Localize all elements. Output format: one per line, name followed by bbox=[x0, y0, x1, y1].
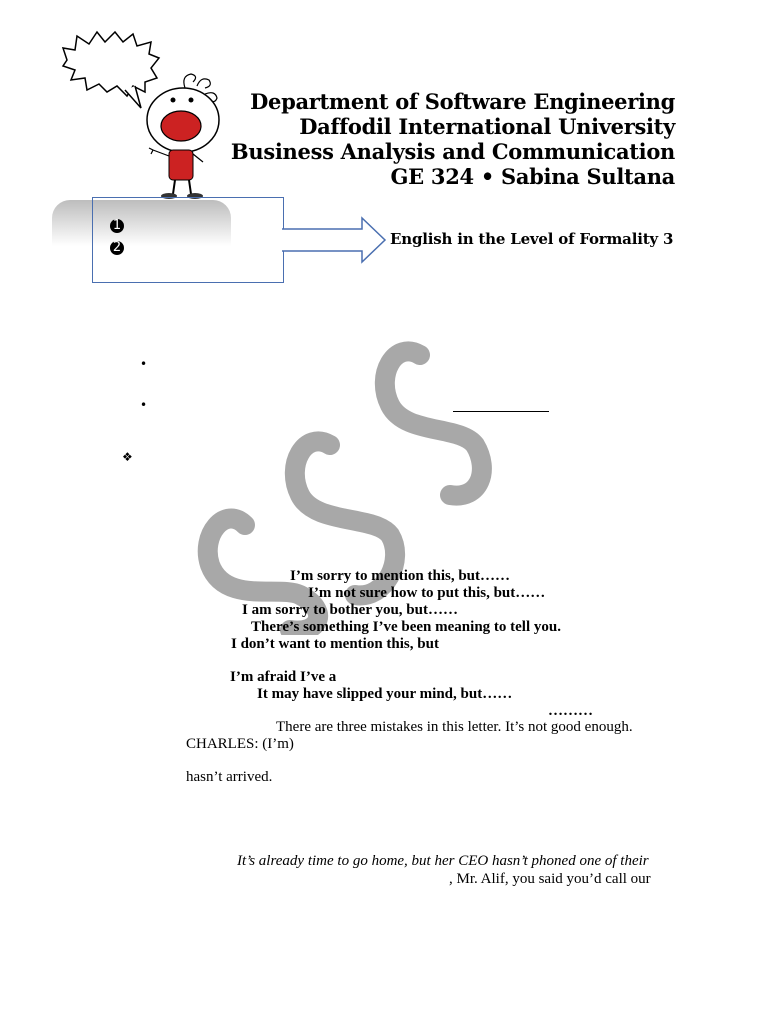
speech-bubble-icon bbox=[63, 32, 159, 108]
mistakes-sentence: There are three mistakes in this letter. It’s not good enough. bbox=[276, 719, 633, 735]
diamond-bullet: ❖ bbox=[122, 450, 133, 464]
phrase-line: I am sorry to bother you, but…… bbox=[242, 602, 458, 618]
phrase-line: I’m afraid I’ve a bbox=[230, 669, 337, 685]
mascot-illustration bbox=[55, 28, 235, 203]
course-code-instructor: GE 324 • Sabina Sultana bbox=[390, 164, 675, 189]
phrase-line: I’m not sure how to put this, but…… bbox=[308, 585, 546, 601]
course-title: Business Analysis and Communication bbox=[230, 139, 675, 164]
department-title: Department of Software Engineering bbox=[250, 89, 675, 114]
mascot-icon bbox=[147, 74, 219, 199]
phrase-line: There’s something I’ve been meaning to tell you. bbox=[251, 619, 561, 635]
closing-sentence: , Mr. Alif, you said you’d call our bbox=[449, 871, 651, 887]
phrase-line: I’m sorry to mention this, but…… bbox=[290, 568, 510, 584]
right-arrow-icon bbox=[282, 216, 388, 264]
arrived-line: hasn’t arrived. bbox=[186, 769, 273, 785]
bullet-1: • bbox=[140, 357, 148, 371]
italic-sentence: It’s already time to go home, but her CEO hasn’t phoned one of their bbox=[237, 853, 649, 869]
outline-number-2: 2 bbox=[110, 241, 124, 255]
phrase-line: I don’t want to mention this, but bbox=[231, 636, 439, 652]
ellipsis-text: ……… bbox=[548, 703, 593, 719]
charles-line: CHARLES: (I’m) bbox=[186, 736, 294, 752]
outline-number-1: 1 bbox=[110, 219, 124, 233]
lesson-subtitle: English in the Level of Formality 3 bbox=[390, 230, 674, 248]
phrase-line: It may have slipped your mind, but…… bbox=[257, 686, 513, 702]
university-title: Daffodil International University bbox=[299, 114, 675, 139]
bullet-2: • bbox=[140, 398, 148, 412]
